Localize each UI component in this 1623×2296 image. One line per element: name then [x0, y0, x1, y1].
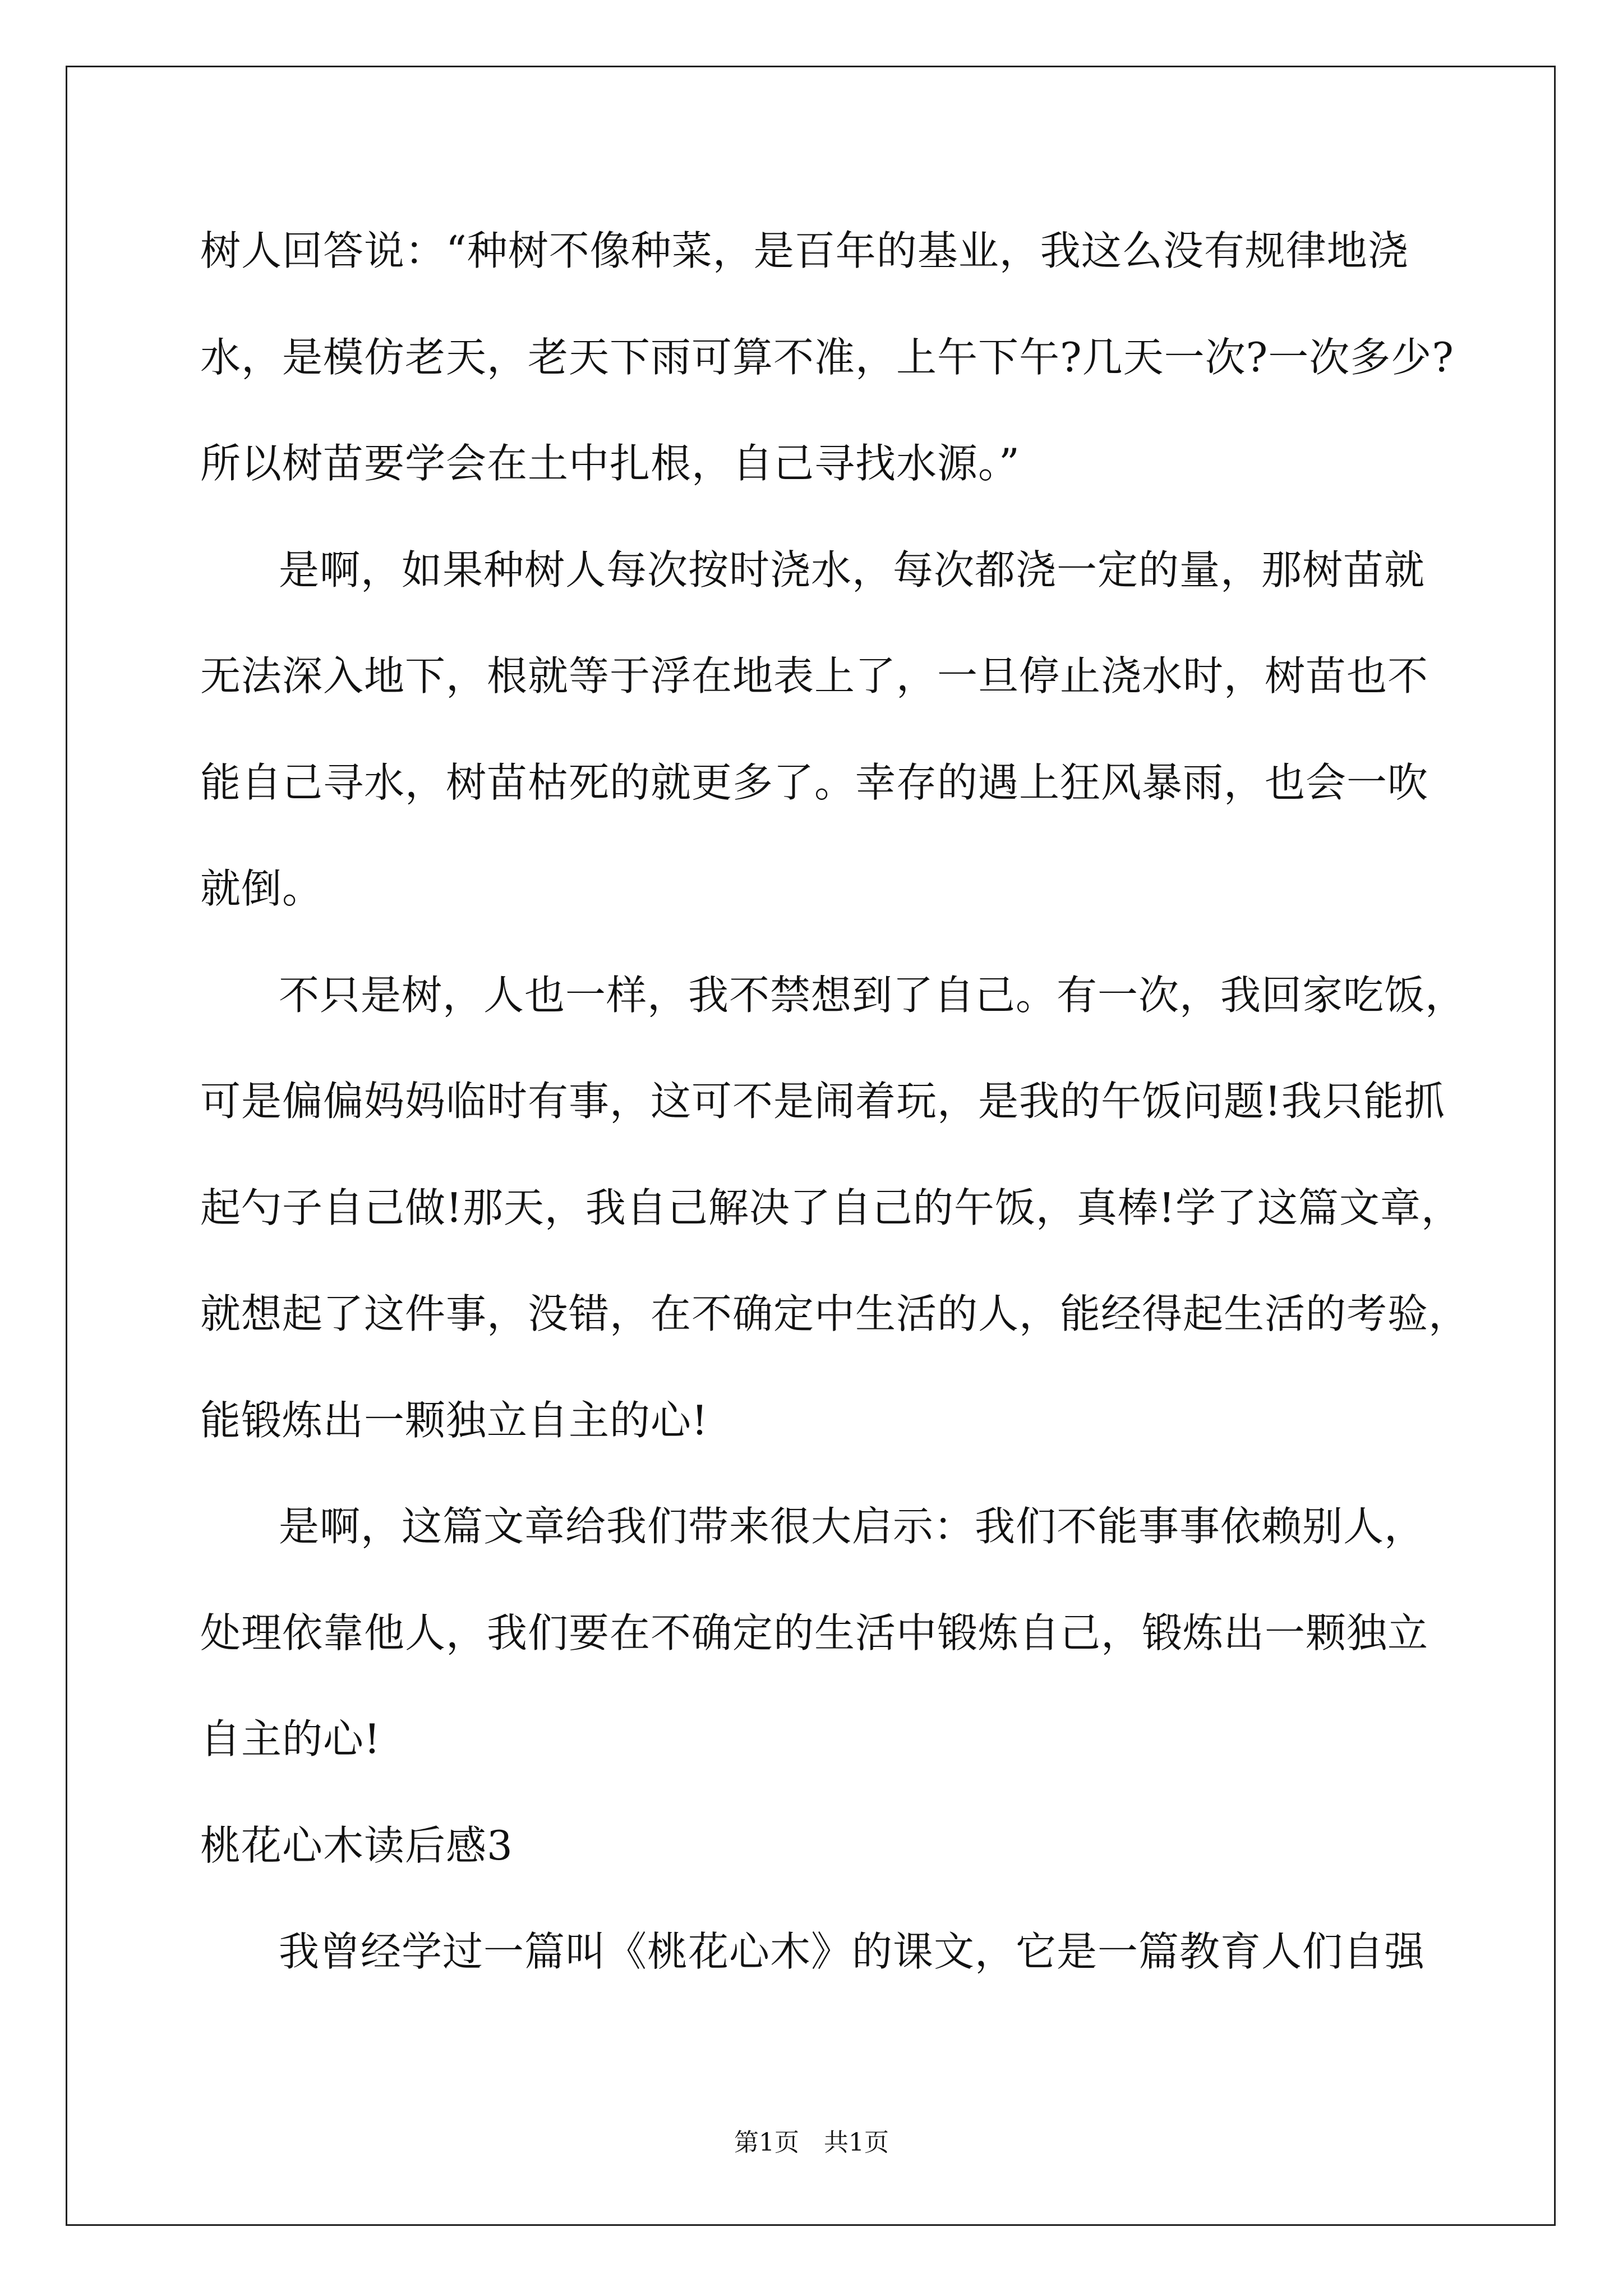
text-line: 起勺子自己做!那天，我自己解决了自己的午饭，真棒!学了这篇文章，	[200, 1184, 1462, 1231]
text-line: 能锻炼出一颗独立自主的心!	[200, 1396, 708, 1444]
page-number: 第1页	[734, 2128, 799, 2157]
text-line: 不只是树，人也一样，我不禁想到了自己。有一次，我回家吃饭，	[279, 971, 1467, 1019]
text-line: 就倒。	[200, 865, 324, 912]
text-line: 可是偏偏妈妈临时有事，这可不是闹着玩，是我的午饭问题!我只能抓	[200, 1078, 1445, 1125]
text-line: 能自己寻水，树苗枯死的就更多了。幸存的遇上狂风暴雨，也会一吹	[200, 758, 1429, 806]
text-line: 所以树苗要学会在土中扎根，自己寻找水源。”	[200, 440, 1020, 487]
page-footer	[0, 2127, 1623, 2159]
text-line: 就想起了这件事，没错，在不确定中生活的人，能经得起生活的考验，	[200, 1290, 1470, 1337]
text-line: 是啊，这篇文章给我们带来很大启示：我们不能事事依赖别人，	[279, 1503, 1426, 1550]
text-line: 处理依靠他人，我们要在不确定的生活中锻炼自己，锻炼出一颗独立	[200, 1609, 1429, 1657]
paragraph	[200, 942, 1490, 1474]
text-line: 树人回答说：“种树不像种菜，是百年的基业，我这么没有规律地浇	[200, 227, 1409, 274]
text-line: 水，是模仿老天，老天下雨可算不准，上午下午?几天一次?一次多少?	[200, 333, 1454, 381]
text-line: 无法深入地下，根就等于浮在地表上了，一旦停止浇水时，树苗也不	[200, 652, 1429, 700]
text-line: 自主的心!	[200, 1715, 381, 1763]
paragraph	[200, 517, 1490, 942]
page-total: 共1页	[824, 2128, 889, 2157]
section-heading: 桃花心木读后感3	[200, 1821, 513, 1869]
text-line: 我曾经学过一篇叫《桃花心木》的课文，它是一篇教育人们自强	[279, 1928, 1426, 1975]
paragraph	[200, 1899, 1490, 2005]
text-line: 是啊，如果种树人每次按时浇水，每次都浇一定的量，那树苗就	[279, 546, 1426, 593]
paragraph	[200, 1474, 1490, 1793]
paragraph	[200, 198, 1490, 517]
document-body	[200, 198, 1490, 2005]
